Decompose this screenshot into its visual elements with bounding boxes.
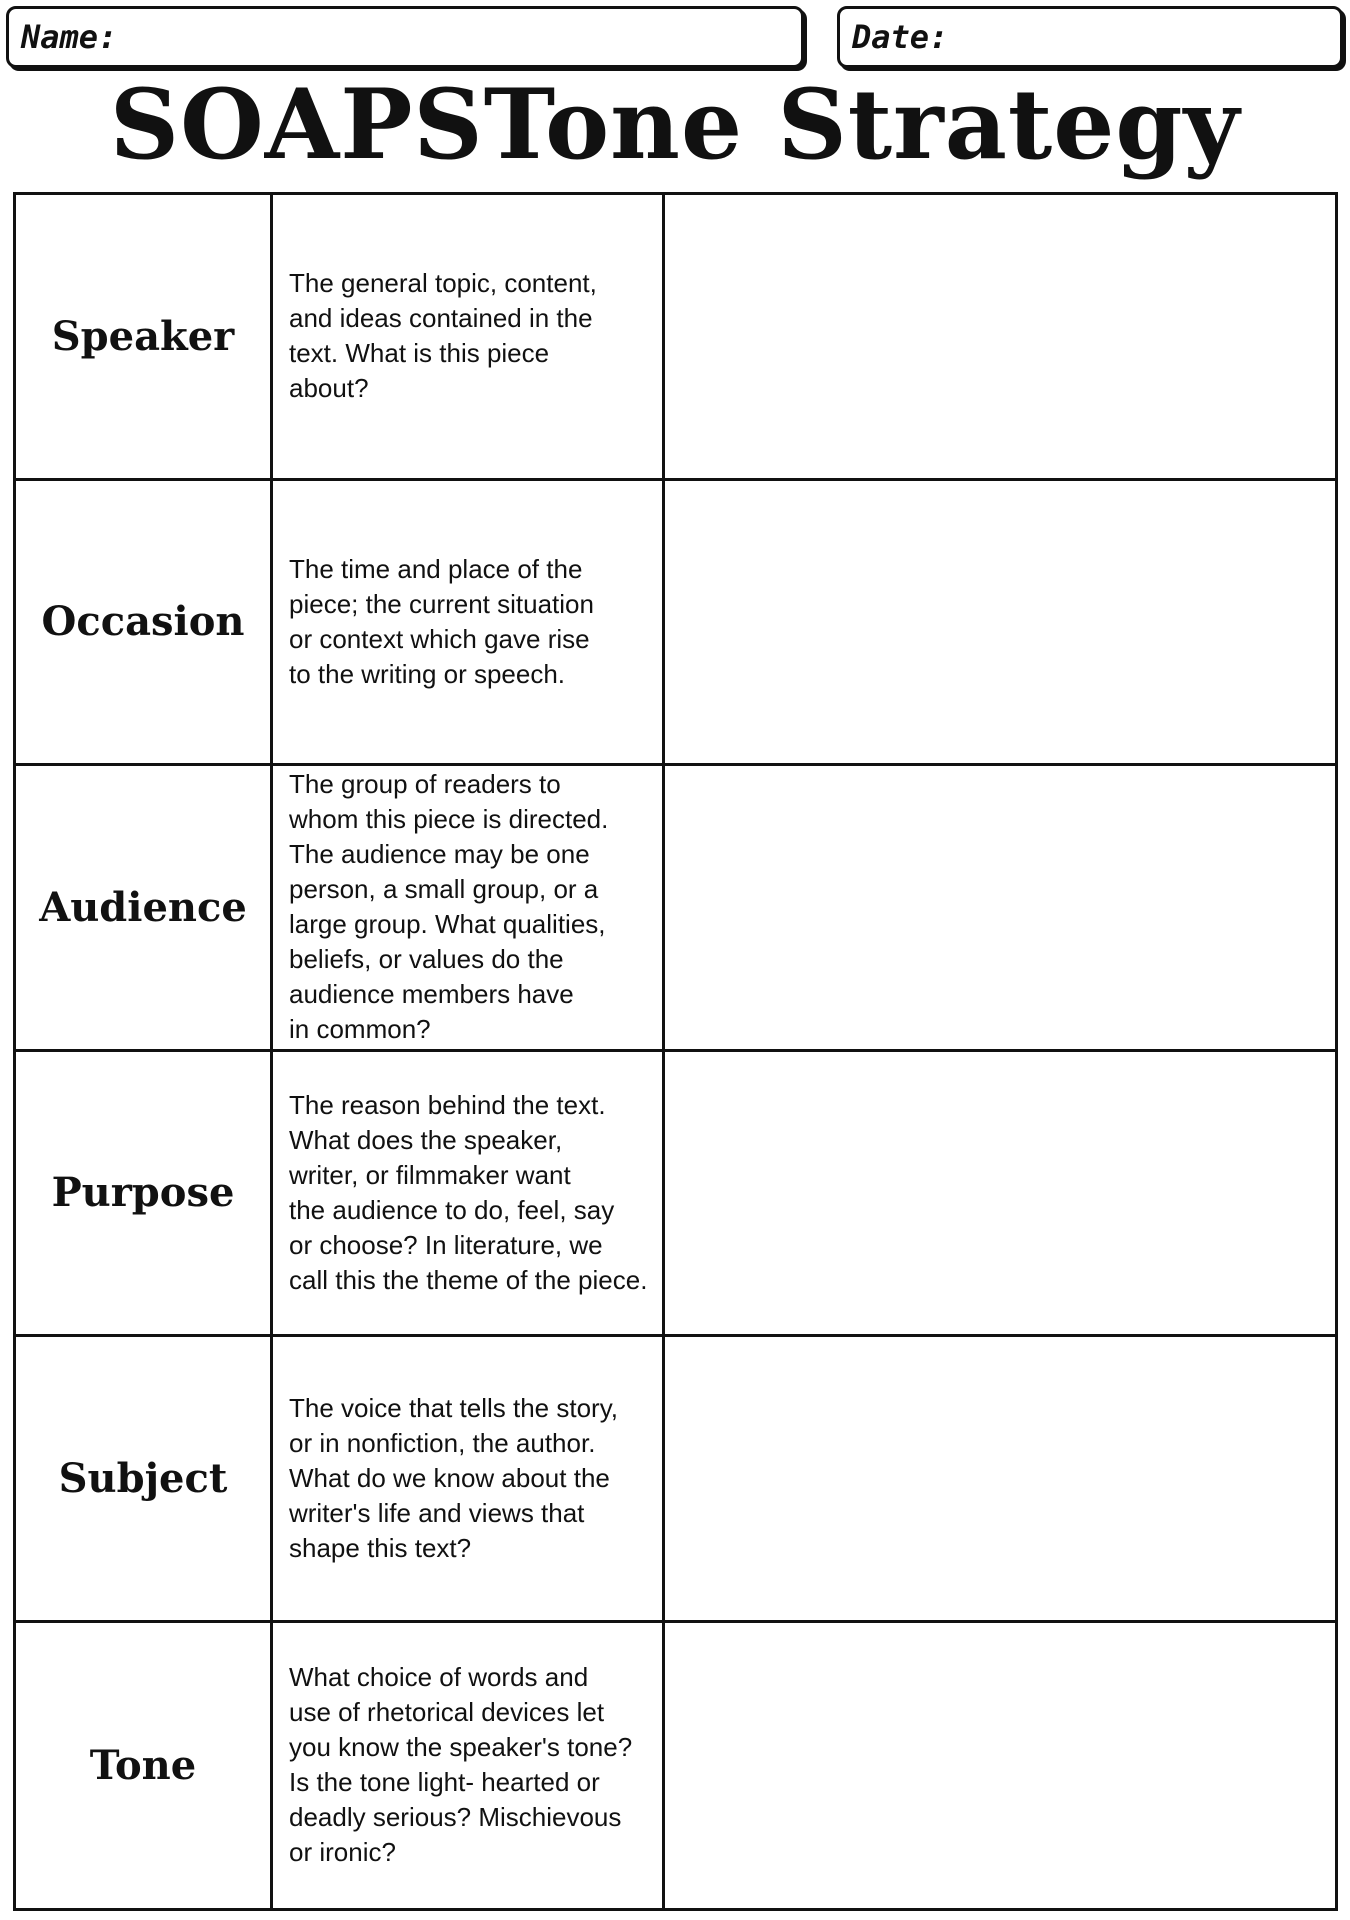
soapstone-table xyxy=(13,192,1338,1911)
term-subject: Subject xyxy=(16,1337,273,1623)
term-speaker: Speaker xyxy=(16,195,273,481)
term-audience: Audience xyxy=(16,766,273,1052)
date-field[interactable] xyxy=(837,6,1343,68)
term-tone: Tone xyxy=(16,1623,273,1909)
page-title: SOAPSTone Strategy xyxy=(109,68,1241,181)
description-audience: The group of readers to whom this piece is directed. The audience may be one person, a small group, or a large group. What qualities, beliefs, or values do the audience members have in common? xyxy=(273,766,665,1052)
answer-audience[interactable] xyxy=(665,766,1335,1052)
answer-purpose[interactable] xyxy=(665,1052,1335,1338)
name-label: Name: xyxy=(21,18,118,56)
term-purpose: Purpose xyxy=(16,1052,273,1338)
date-label: Date: xyxy=(852,18,949,56)
description-speaker: The general topic, content, and ideas contained in the text. What is this piece about? xyxy=(273,195,665,481)
answer-subject[interactable] xyxy=(665,1337,1335,1623)
description-purpose: The reason behind the text. What does the speaker, writer, or filmmaker want the audience to do, feel, say or choose? In literature, we call this the theme of the piece. xyxy=(273,1052,665,1338)
answer-occasion[interactable] xyxy=(665,481,1335,767)
description-subject: The voice that tells the story, or in nonfiction, the author. What do we know about the writer's life and views that shape this text? xyxy=(273,1337,665,1623)
description-occasion: The time and place of the piece; the current situation or context which gave rise to the writing or speech. xyxy=(273,481,665,767)
answer-speaker[interactable] xyxy=(665,195,1335,481)
term-occasion: Occasion xyxy=(16,481,273,767)
description-tone: What choice of words and use of rhetorical devices let you know the speaker's tone? Is the tone light- hearted or deadly serious? Mischievous or ironic? xyxy=(273,1623,665,1909)
answer-tone[interactable] xyxy=(665,1623,1335,1909)
name-field[interactable] xyxy=(6,6,804,68)
